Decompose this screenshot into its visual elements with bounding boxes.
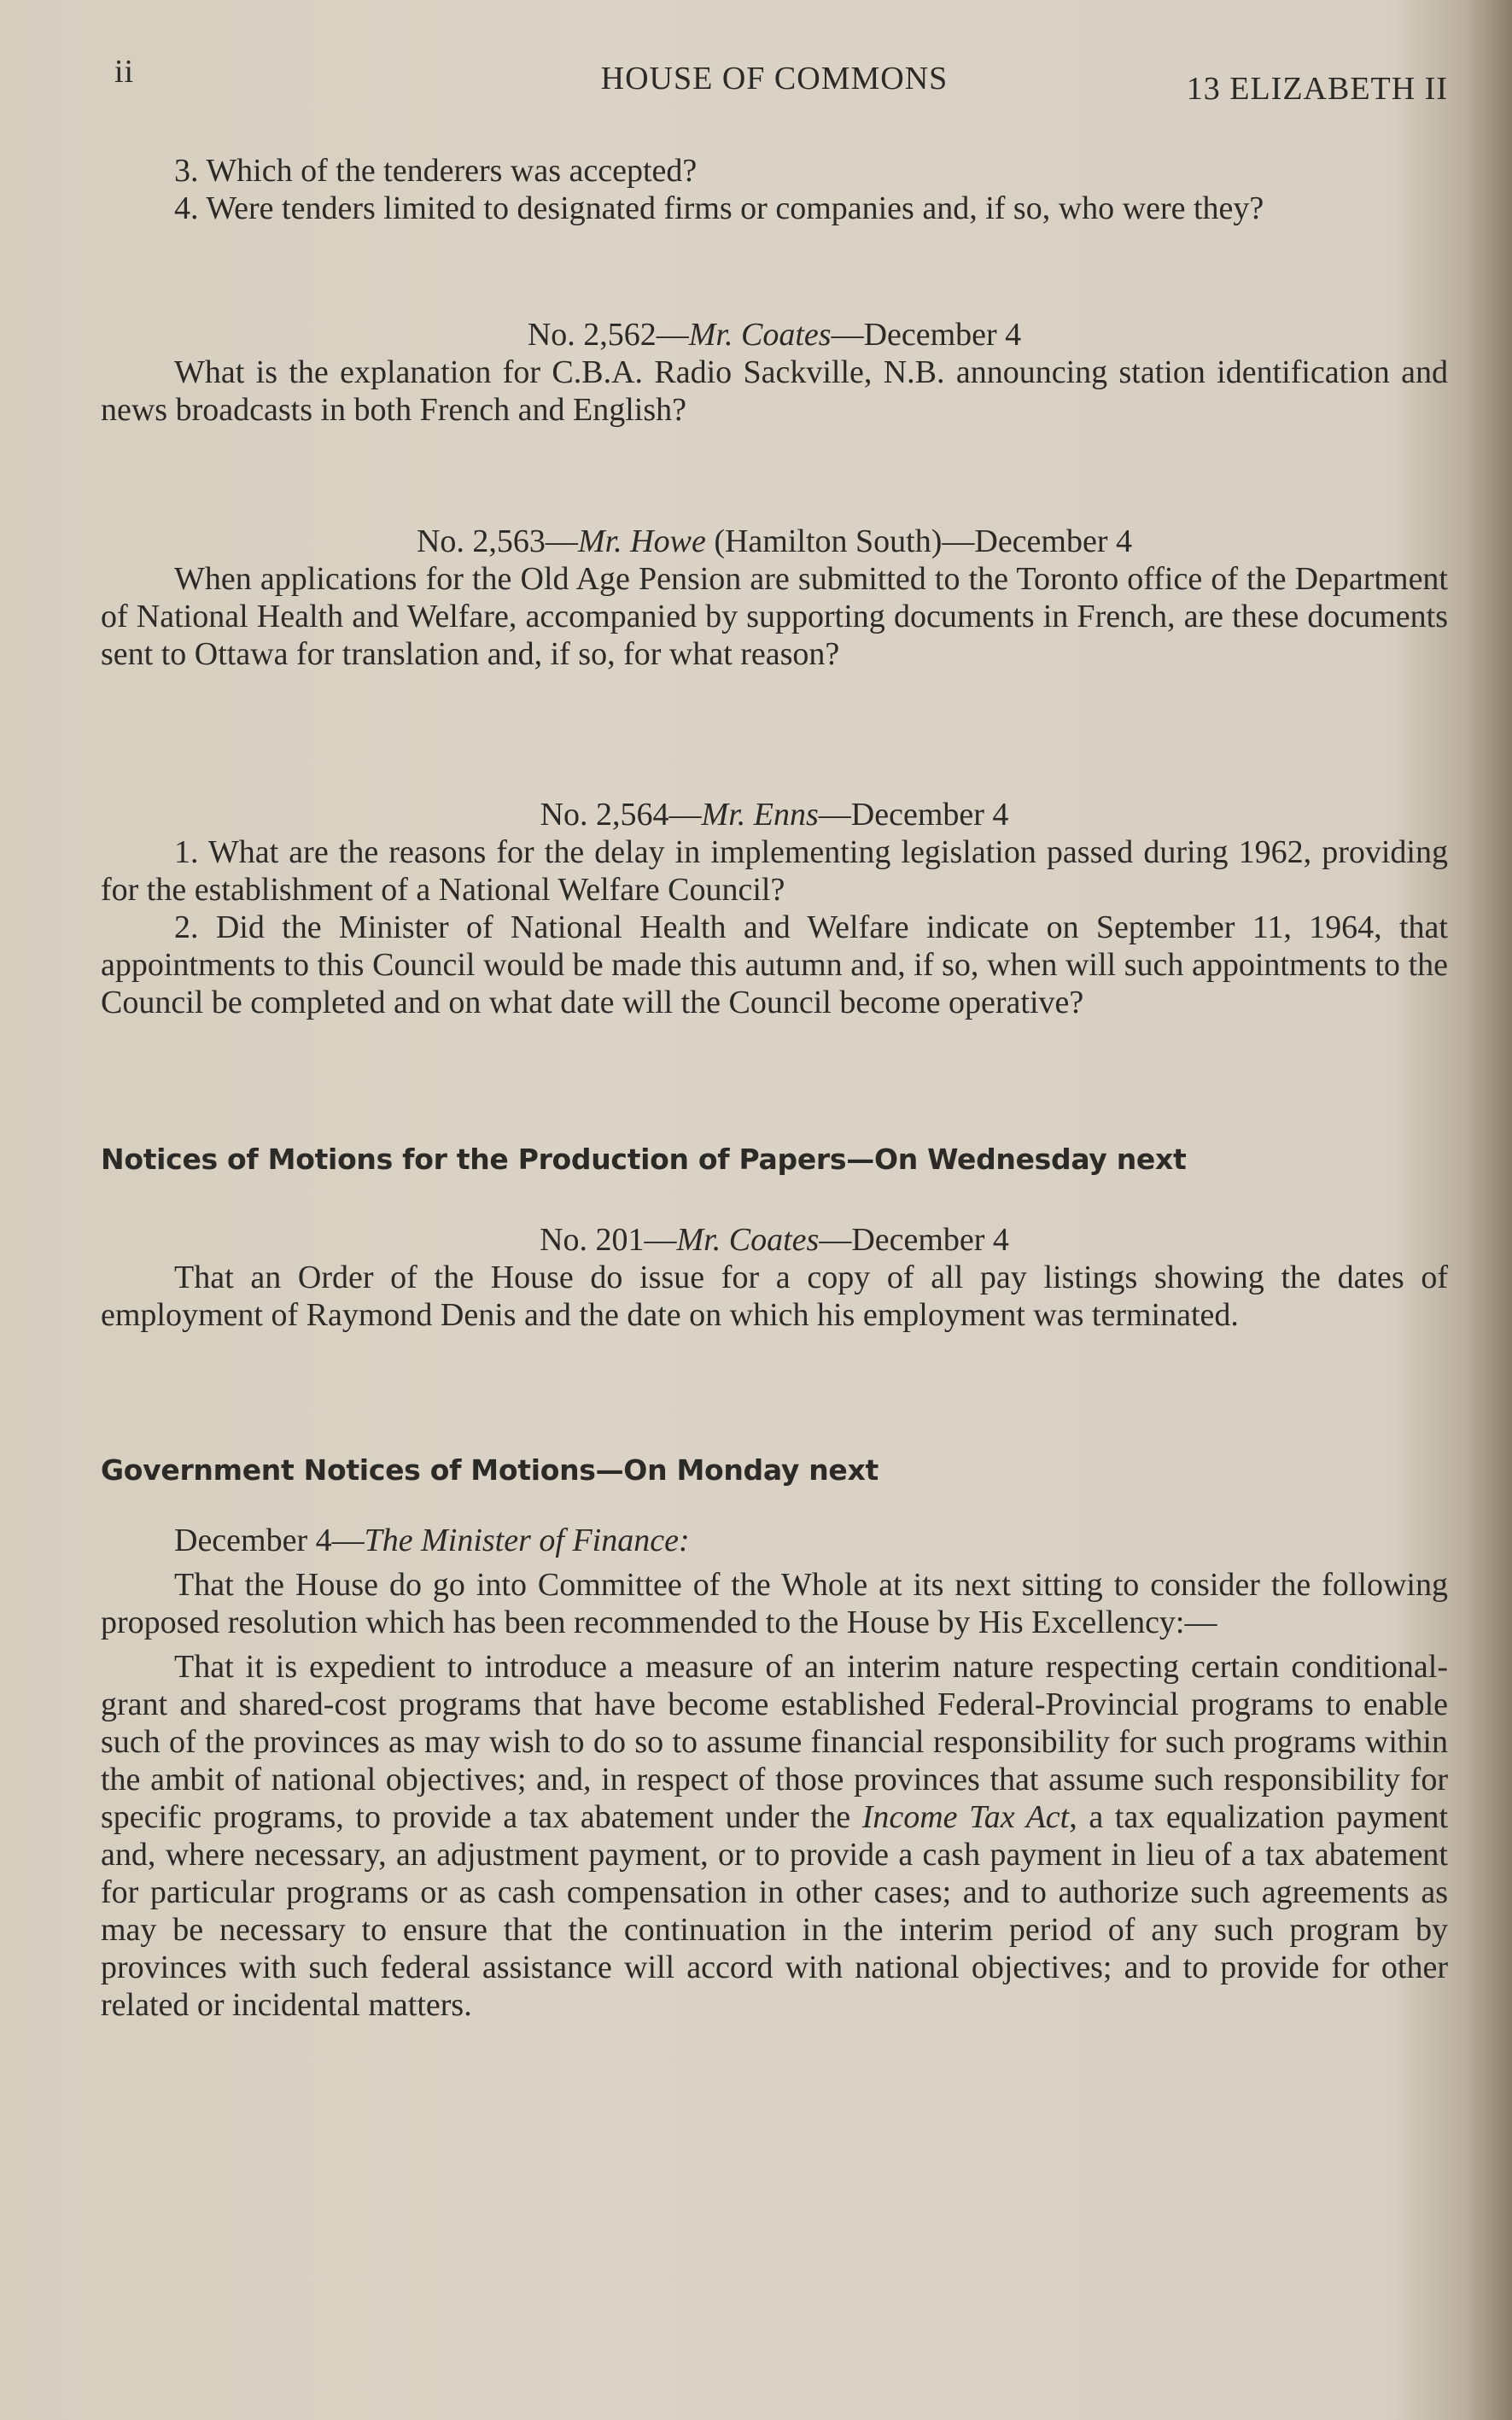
- question-part-2: 2. Did the Minister of National Health and Welfare indicate on September 11, 1964, that appointments to this Council would be made this autumn and, if so, when will such appointments to the Council be completed and on what date will the Council become operative?: [101, 909, 1448, 1020]
- header-regnal-year: 13 ELIZABETH II: [1186, 71, 1448, 107]
- question-part-1: 1. What are the reasons for the delay in implementing legislation passed during 1962, providing for the establishment of a National Welfare Council?: [101, 834, 1448, 908]
- finance-motion: [101, 1522, 1448, 2024]
- question-text: What is the explanation for C.B.A. Radio Sackville, N.B. announcing station identification and news broadcasts in both French and English?: [101, 354, 1448, 428]
- motion-date-line: December 4—The Minister of Finance:: [174, 1523, 690, 1558]
- question-text: When applications for the Old Age Pension are submitted to the Toronto office of the Department of National Health and Welfare, accompanied by supporting documents in French, are these documents sent to Ottawa for translation and, if so, for what reason?: [101, 561, 1448, 672]
- previous-question-continuation: [101, 152, 1448, 227]
- section-heading-government: Government Notices of Motions—On Monday next: [101, 1453, 879, 1487]
- question-2564: [101, 796, 1448, 1021]
- section-heading-papers: Notices of Motions for the Production of Papers—On Wednesday next: [101, 1143, 1187, 1176]
- motion-paragraph-1: That the House do go into Committee of the Whole at its next sitting to consider the following proposed resolution which has been recommended to the House by His Excellency:—: [101, 1567, 1448, 1640]
- question-heading: No. 2,564—Mr. Enns—December 4: [540, 797, 1009, 833]
- page-number: ii: [114, 54, 135, 90]
- act-name: Income Tax Act: [861, 1799, 1070, 1835]
- question-heading: No. 2,562—Mr. Coates—December 4: [527, 317, 1022, 353]
- member-name: Mr. Coates: [676, 1222, 820, 1258]
- question-2562: [101, 316, 1448, 429]
- member-name: Mr. Coates: [688, 317, 832, 353]
- motion-201: [101, 1221, 1448, 1334]
- motion-text: That an Order of the House do issue for a copy of all pay listings showing the dates of employment of Raymond Denis and the date on which his employment was terminated.: [101, 1260, 1448, 1333]
- header-title: HOUSE OF COMMONS: [600, 61, 949, 96]
- question-item-3: 3. Which of the tenderers was accepted?: [174, 153, 698, 189]
- question-heading: No. 2,563—Mr. Howe (Hamilton South)—December 4: [416, 523, 1132, 559]
- motion-paragraph-2: That it is expedient to introduce a measure of an interim nature respecting certain conditional-grant and shared-cost programs that have become established Federal-Provincial programs to enable such of the provinces as may wish to do so to assume financial responsibility for such programs within the ambit of national objectives; and, in respect of those provinces that assume such responsibility for specific programs, to provide a tax abatement under the Income Tax Act, a tax equalization payment and, where necessary, an adjustment payment, or to provide a cash payment in lieu of a tax abatement for particular programs or as cash compensation in other cases; and to authorize such agreements as may be necessary to ensure that the continuation in the interim period of any such program by provinces with such federal assistance will accord with national objectives; and to provide for other related or incidental matters.: [101, 1649, 1448, 2023]
- motion-heading: No. 201—Mr. Coates—December 4: [540, 1222, 1009, 1258]
- question-item-4: 4. Were tenders limited to designated firms or companies and, if so, who were they?: [174, 190, 1264, 226]
- minister-title: The Minister of Finance:: [364, 1523, 690, 1558]
- member-name: Mr. Enns: [701, 797, 819, 833]
- member-name: Mr. Howe: [577, 523, 706, 559]
- running-header: [101, 53, 1448, 107]
- question-2563: [101, 523, 1448, 673]
